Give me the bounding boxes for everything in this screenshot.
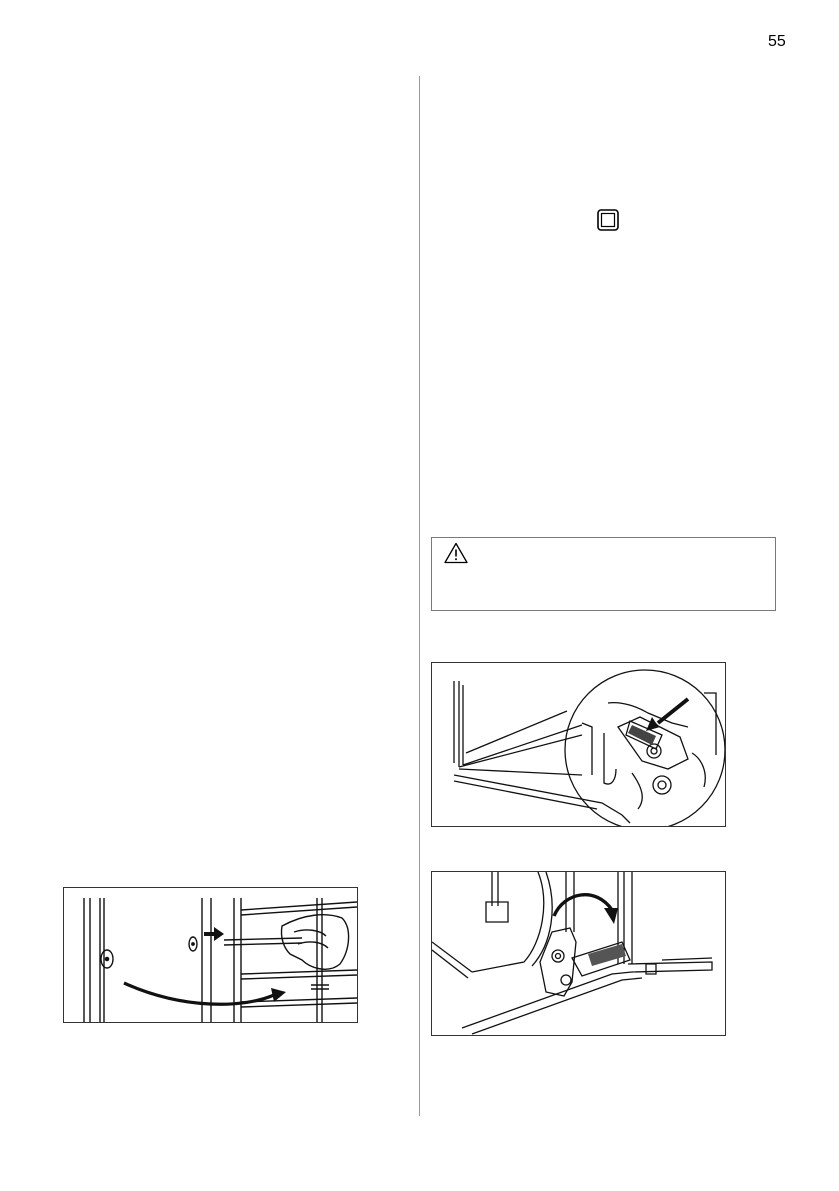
warning-triangle-icon: [444, 542, 468, 564]
column-divider: [419, 76, 420, 1116]
figure-hinge-lock: [431, 662, 726, 827]
figure-shelf-support: [63, 887, 358, 1023]
figure-hinge-rotate: [431, 871, 726, 1036]
page-number: 55: [768, 33, 786, 50]
shelf-support-illustration: [64, 888, 357, 1022]
hinge-rotate-illustration: [432, 872, 725, 1035]
oven-symbol-icon: [597, 209, 619, 231]
hinge-lock-illustration: [432, 663, 725, 826]
warning-box: [431, 537, 776, 611]
